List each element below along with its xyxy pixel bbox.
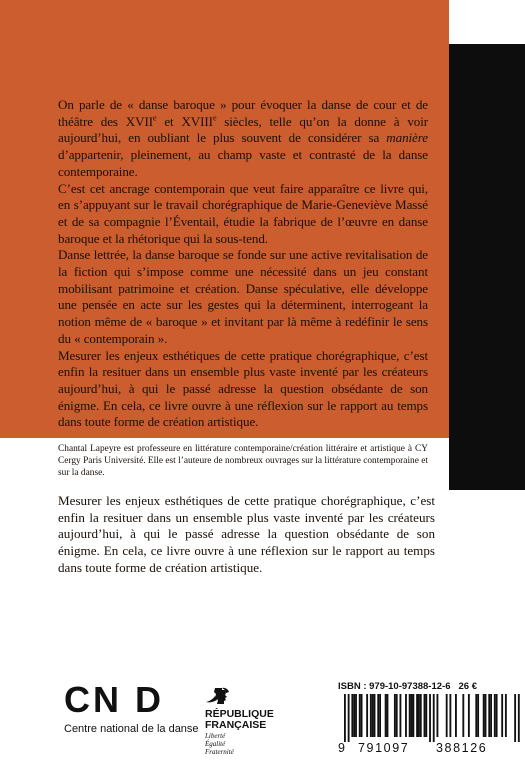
barcode-digits-right: 388126	[436, 741, 488, 755]
marianne-icon	[205, 686, 239, 706]
barcode-bar	[411, 694, 413, 737]
paragraph-3: Danse lettrée, la danse baroque se fonde sur une active revitalisation de la fiction qui s’impose comme une nécessité dans un jeu constant mobilisant patrimoine et création. Danse spéculative, elle développe une pensée en acte sur les gestes qui la déterminent, interrogeant la notion même de « baroque » et invitant par là même à redéfinir le sens du « contemporain ».	[58, 247, 428, 346]
barcode-bar	[379, 694, 381, 737]
barcode-bar	[377, 694, 379, 737]
barcode-bar	[449, 694, 451, 737]
barcode-bar	[475, 694, 477, 737]
barcode-bar	[446, 694, 448, 737]
republique-francaise-logo	[205, 686, 274, 756]
barcode-bar	[396, 694, 398, 737]
barcode-bar	[355, 694, 357, 737]
blurb-text	[58, 97, 428, 479]
barcode-bar	[437, 694, 439, 737]
barcode-bar	[344, 694, 346, 742]
barcode-bar	[518, 694, 520, 742]
isbn-label: ISBN : 979-10-97388-12-6 26 €	[338, 681, 477, 692]
bottom-paragraph: Mesurer les enjeux esthétiques de cette pratique chorégraphique, c’est enfin la resituer dans un ensemble plus vaste inventé par les créateurs aujourd’hui, à qui le passé adresse la question obsédante de son énigme. En cela, ce livre ouvre à une réflexion sur le rapport au temps dans toute forme de création artistique.	[58, 493, 435, 575]
barcode-digits-left: 791097	[358, 741, 410, 755]
barcode-bar	[385, 694, 387, 737]
cnd-caption: Centre national de la danse	[64, 723, 199, 735]
paragraph-1: On parle de « danse baroque » pour évoquer la danse de cour et de théâtre des XVIIe et XVIIIe siècles, telle qu’on la donne à voir aujourd’hui, en oubliant le plus souvent de considérer sa manière d’appartenir, pleinement, au champ vaste et contrasté de la danse contemporaine.	[58, 97, 429, 179]
price: 26 €	[458, 681, 477, 692]
barcode-bar	[514, 694, 516, 742]
barcode-bar	[351, 694, 353, 737]
barcode-bar	[420, 694, 422, 737]
barcode-digit-first: 9	[338, 741, 347, 755]
barcode-bar	[372, 694, 374, 737]
author-bio: Chantal Lapeyre est professeure en littérature contemporaine/création littéraire et artistique à CY Cergy Paris Université. Elle est l’auteure de nombreux ouvrages sur la littérature contemporaine et sur la danse.	[58, 444, 429, 478]
barcode-bar	[488, 694, 490, 737]
barcode-bar	[361, 694, 363, 737]
barcode-bar	[412, 694, 414, 737]
barcode-bar	[462, 694, 464, 737]
barcode-bar	[468, 694, 470, 737]
barcode-bar	[409, 694, 411, 737]
barcode-bar	[483, 694, 485, 737]
barcode-bar	[429, 694, 431, 742]
barcode-bar	[425, 694, 427, 737]
rf-name: RÉPUBLIQUE FRANÇAISE	[205, 708, 274, 731]
barcode-bar	[348, 694, 350, 742]
barcode-bar	[490, 694, 492, 737]
paragraph-2: C’est cet ancrage contemporain que veut faire apparaître ce livre qui, en s’appuyant sur le travail chorégraphique de Marie-Geneviève Massé et de sa compagnie l’Éventail, étudie la fabrique de l’œuvre en danse baroque et la rhétorique qui la sous-tend.	[58, 180, 428, 246]
rf-motto: Liberté Égalité Fraternité	[205, 732, 234, 756]
barcode-bar	[416, 694, 418, 737]
barcode-bar	[359, 694, 361, 737]
barcode-bar	[455, 694, 457, 737]
barcode-bar	[496, 694, 498, 737]
barcode-bar	[485, 694, 487, 737]
barcode-bar	[433, 694, 435, 742]
barcode-bar	[405, 694, 407, 737]
barcode	[338, 694, 522, 742]
barcode-bar	[394, 694, 396, 737]
barcode-bar	[494, 694, 496, 737]
barcode-bar	[353, 694, 355, 737]
barcode-bar	[424, 694, 426, 737]
barcode-bar	[387, 694, 389, 737]
barcode-bar	[370, 694, 372, 737]
spine-strip	[449, 44, 525, 490]
barcode-bar	[501, 694, 503, 737]
barcode-bar	[477, 694, 479, 737]
barcode-bar	[505, 694, 507, 737]
barcode-bar	[400, 694, 402, 737]
barcode-bar	[366, 694, 368, 737]
cnd-logo: CN D	[64, 679, 164, 720]
paragraph-4: Mesurer les enjeux esthétiques de cette pratique chorégraphique, c’est enfin la resituer dans un ensemble plus vaste inventé par les créateurs aujourd’hui, à qui le passé adresse la question obsédante de son énigme. En cela, ce livre ouvre à une réflexion sur le rapport au temps dans toute forme de création artistique.	[58, 347, 428, 430]
barcode-bar	[374, 694, 376, 737]
barcode-bar	[418, 694, 420, 737]
